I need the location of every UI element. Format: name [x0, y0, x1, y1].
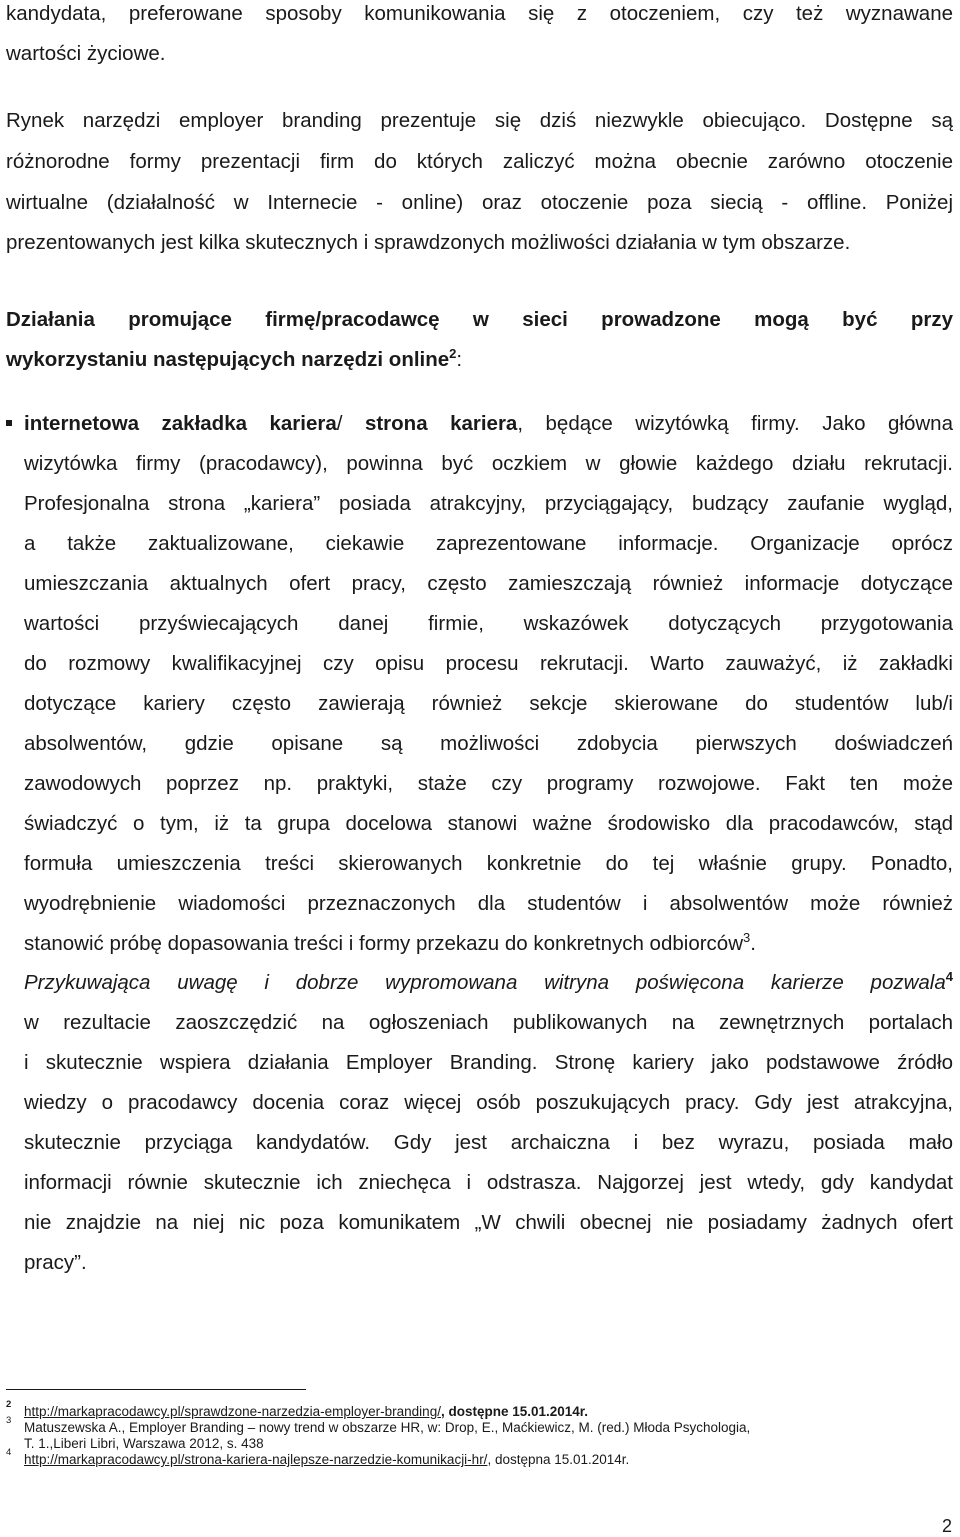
text-line: wiedzy o pracodawcy docenia coraz więcej osób poszukujących pracy. Gdy jest atrakcyjna,: [24, 1091, 953, 1114]
text-line: informacji równie skutecznie ich zniechęca i odstrasza. Najgorzej jest wtedy, gdy kandydat: [24, 1171, 953, 1194]
text-line: wartości przyświecających danej firmie, wskazówek dotyczących przygotowania: [24, 612, 953, 635]
footnote-3-line: Matuszewska A., Employer Branding – nowy trend w obszarze HR, w: Drop, E., Maćkiewicz, M. (red.) Młoda Psychologia,: [24, 1420, 751, 1435]
footnote-link[interactable]: http://markapracodawcy.pl/strona-kariera-najlepsze-narzedzie-komunikacji-hr/: [24, 1452, 488, 1467]
text-line: prezentowanych jest kilka skutecznych i sprawdzonych możliwości działania w tym obszarze.: [6, 231, 851, 254]
text-line: umieszczania aktualnych ofert pracy, często zamieszczają również informacje dotyczące: [24, 572, 953, 595]
bold-heading-line: wykorzystaniu następujących narzędzi online$^2$:: [6, 346, 463, 371]
footnote-ref: 3: [743, 930, 751, 945]
text-line: Rynek narzędzi employer branding prezentuje się dziś niezwykle obiecująco. Dostępne są: [6, 109, 953, 132]
bullet-lead-line: internetowa zakładka kariera/ strona kariera, będące wizytówką firmy. Jako główna: [24, 412, 953, 435]
text-line: i skutecznie wspiera działania Employer Branding. Stronę kariery jako podstawowe źródło: [24, 1051, 953, 1074]
text-line: do rozmowy kwalifikacyjnej czy opisu procesu rekrutacji. Warto zauważyć, iż zakładki: [24, 652, 953, 675]
footnote-number: 3: [6, 1415, 12, 1426]
text-line: zawodowych poprzez np. praktyki, staże czy programy rozwojowe. Fakt ten może: [24, 772, 953, 795]
bold-heading-line: Działania promujące firmę/pracodawcę w sieci prowadzone mogą być przy: [6, 308, 953, 331]
text-line: dotyczące kariery często zawierają również sekcje skierowane do studentów lub/i: [24, 692, 953, 715]
text-line: stanowić próbę dopasowania treści i formy przekazu do konkretnych odbiorców$^3$.: [24, 930, 756, 955]
text-line: wyodrębnienie wiadomości przeznaczonych dla studentów i absolwentów może również: [24, 892, 953, 915]
footnote-ref: 4: [945, 969, 953, 984]
footnote-number: 2: [6, 1399, 12, 1410]
text-line: wizytówka firmy (pracodawcy), powinna być oczkiem w głowie każdego działu rekrutacji.: [24, 452, 953, 475]
text-line: w rezultacie zaoszczędzić na ogłoszeniach publikowanych na zewnętrznych portalach: [24, 1011, 953, 1034]
footnote-link[interactable]: http://markapracodawcy.pl/sprawdzone-narzedzia-employer-branding/: [24, 1404, 441, 1419]
text-line: pracy”.: [24, 1251, 87, 1274]
footnote-4: http://markapracodawcy.pl/strona-kariera-najlepsze-narzedzie-komunikacji-hr/, dostępna 15.01.2014r.: [24, 1452, 630, 1467]
text-line: a także zaktualizowane, ciekawie zaprezentowane informacje. Organizacje oprócz: [24, 532, 953, 555]
text-line: skutecznie przyciąga kandydatów. Gdy jest archaiczna i bez wyrazu, posiada mało: [24, 1131, 953, 1154]
bullet-icon: [6, 420, 12, 426]
text-line: Profesjonalna strona „kariera” posiada atrakcyjny, przyciągający, budzący zaufanie wygląd,: [24, 492, 953, 515]
text-line: absolwentów, gdzie opisane są możliwości zdobycia pierwszych doświadczeń: [24, 732, 953, 755]
text-line: wirtualne (działalność w Internecie - online) oraz otoczenie poza siecią - offline. Poniżej: [6, 191, 953, 214]
footnote-3-line: T. 1.,Liberi Libri, Warszawa 2012, s. 438: [24, 1436, 264, 1451]
footnote-ref: 2: [449, 346, 457, 361]
text-line: nie znajdzie na niej nic poza komunikatem „W chwili obecnej nie posiadamy żadnych ofert: [24, 1211, 953, 1234]
italic-line: Przykuwająca uwagę i dobrze wypromowana witryna poświęcona karierze pozwala$^4$: [24, 969, 953, 994]
text-line: różnorodne formy prezentacji firm do których zaliczyć można obecnie zarówno otoczenie: [6, 150, 953, 173]
text-line: formuła umieszczenia treści skierowanych konkretnie do tej właśnie grupy. Ponadto,: [24, 852, 953, 875]
footnote-2: http://markapracodawcy.pl/sprawdzone-narzedzia-employer-branding/, dostępne 15.01.2014r.: [24, 1404, 589, 1419]
footnote-separator: [6, 1389, 306, 1390]
text-line: świadczyć o tym, iż ta grupa docelowa stanowi ważne środowisko dla pracodawców, stąd: [24, 812, 953, 835]
footnote-number: 4: [6, 1447, 12, 1458]
text-line: wartości życiowe.: [6, 42, 166, 65]
text-line: kandydata, preferowane sposoby komunikowania się z otoczeniem, czy też wyznawane: [6, 2, 953, 25]
page-number: 2: [941, 1516, 952, 1536]
